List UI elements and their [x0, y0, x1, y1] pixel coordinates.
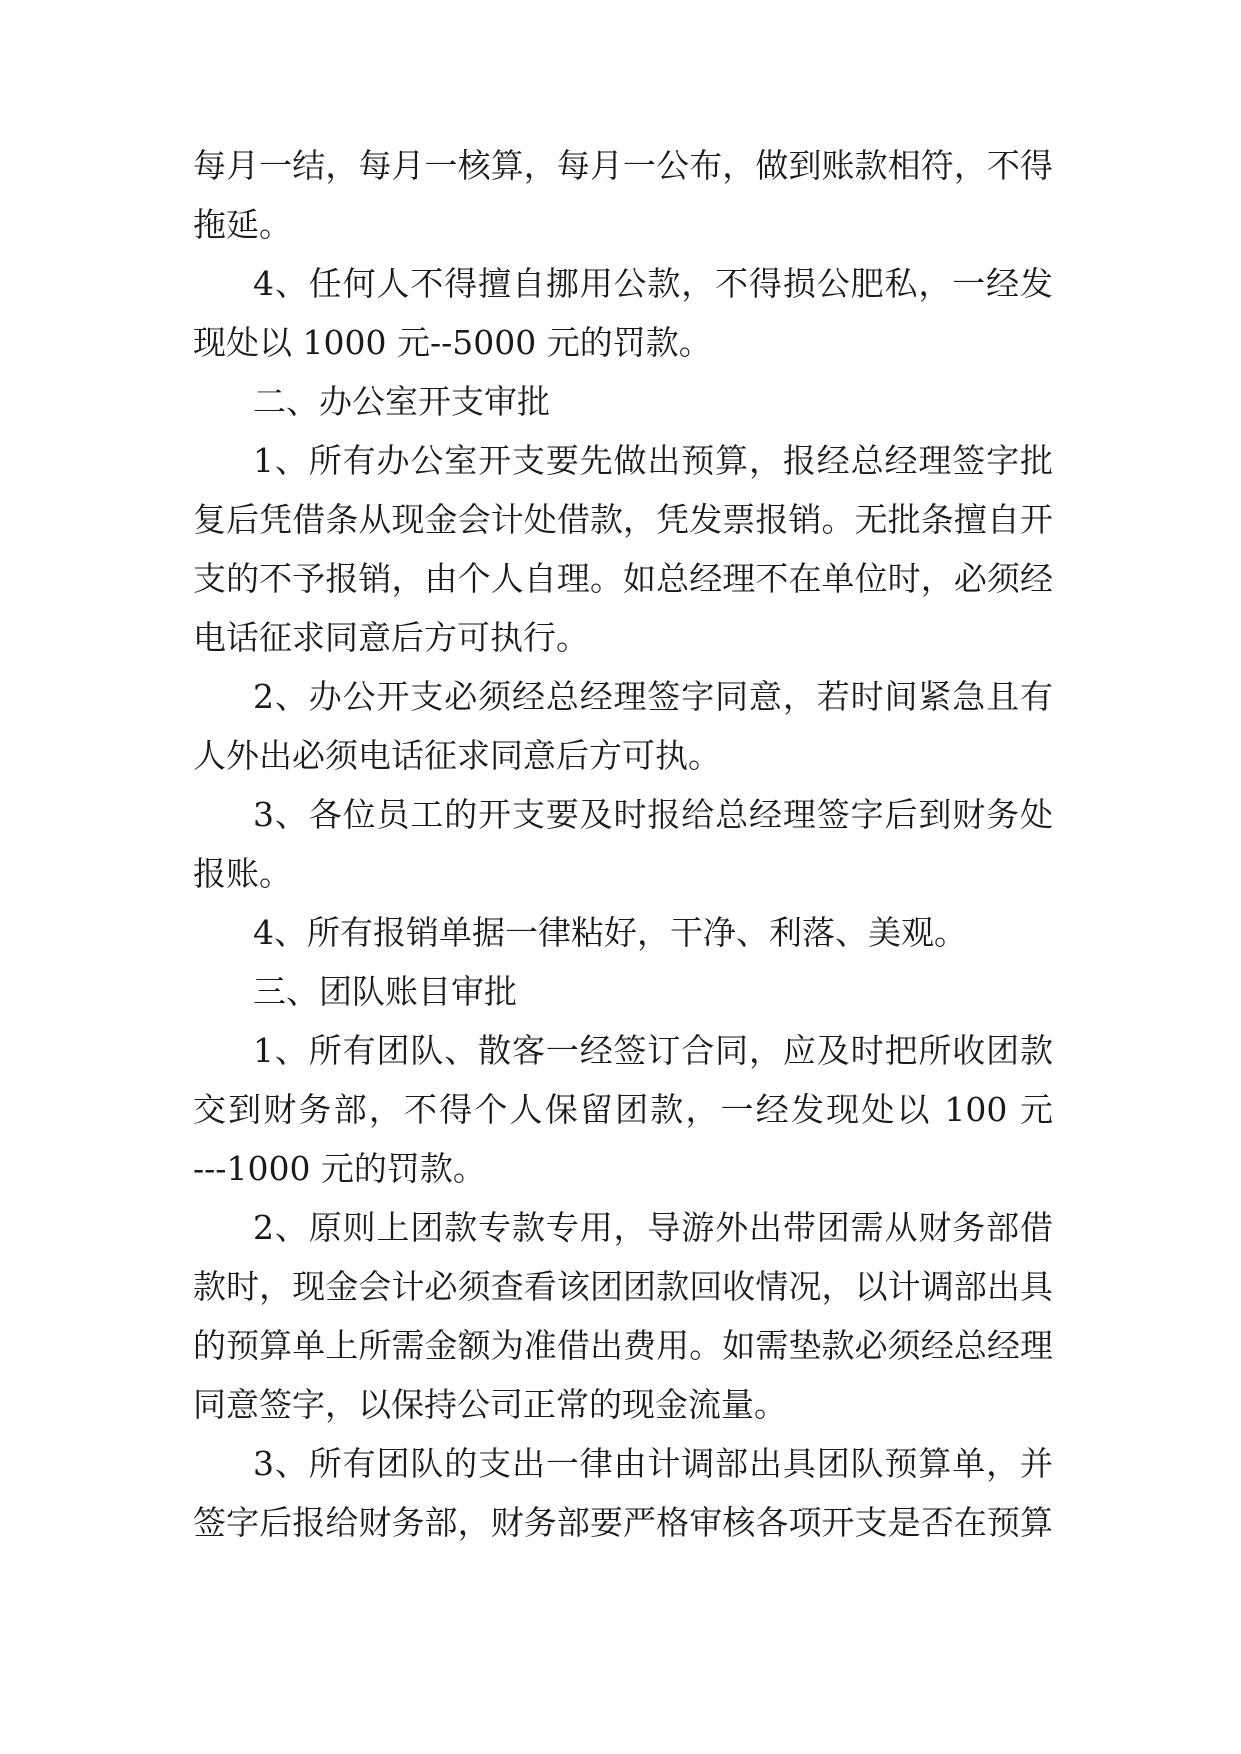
text-line: 支的不予报销，由个人自理。如总经理不在单位时，必须经	[193, 559, 1053, 598]
text-line: 的预算单上所需金额为准借出费用。如需垫款必须经总经理	[193, 1326, 1053, 1365]
text-line: 4、所有报销单据一律粘好，干净、利落、美观。	[253, 913, 967, 952]
text-line: 4、任何人不得擅自挪用公款，不得损公肥私，一经发	[253, 264, 1053, 303]
text-line: 2、办公开支必须经总经理签字同意，若时间紧急且有	[253, 677, 1053, 716]
text-line: ---1000 元的罚款。	[193, 1149, 486, 1188]
text-line: 1、所有办公室开支要先做出预算，报经总经理签字批	[253, 441, 1053, 480]
text-line: 拖延。	[193, 205, 292, 244]
text-line: 现处以 1000 元--5000 元的罚款。	[193, 323, 712, 362]
text-line: 3、各位员工的开支要及时报给总经理签字后到财务处	[253, 795, 1053, 834]
section-heading: 三、团队账目审批	[253, 972, 517, 1011]
text-line: 人外出必须电话征求同意后方可执。	[193, 736, 721, 775]
text-line: 报账。	[193, 854, 292, 893]
text-line: 同意签字，以保持公司正常的现金流量。	[193, 1385, 787, 1424]
text-line: 1、所有团队、散客一经签订合同，应及时把所收团款	[253, 1031, 1053, 1070]
text-line: 交到财务部，不得个人保留团款，一经发现处以 100 元	[193, 1090, 1053, 1129]
text-line: 3、所有团队的支出一律由计调部出具团队预算单，并	[253, 1444, 1053, 1483]
text-line: 款时，现金会计必须查看该团团款回收情况，以计调部出具	[193, 1267, 1053, 1306]
text-line: 签字后报给财务部，财务部要严格审核各项开支是否在预算	[193, 1503, 1053, 1542]
section-heading: 二、办公室开支审批	[253, 382, 550, 421]
text-line: 复后凭借条从现金会计处借款，凭发票报销。无批条擅自开	[193, 500, 1053, 539]
text-line: 电话征求同意后方可执行。	[193, 618, 589, 657]
text-line: 2、原则上团款专款专用，导游外出带团需从财务部借	[253, 1208, 1053, 1247]
text-line: 每月一结，每月一核算，每月一公布，做到账款相符，不得	[193, 146, 1053, 185]
